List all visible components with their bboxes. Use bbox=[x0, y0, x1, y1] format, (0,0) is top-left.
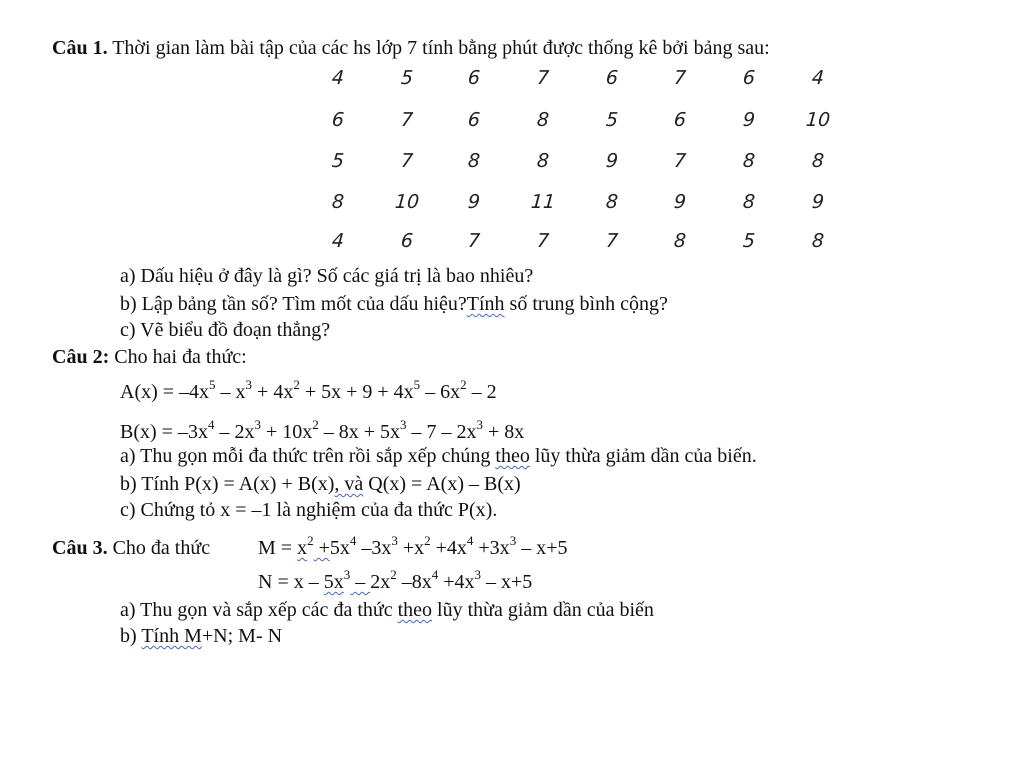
q1-c: c) Vẽ biểu đồ đoạn thẳng? bbox=[120, 319, 331, 341]
table-cell: 8 bbox=[536, 109, 550, 131]
q1-b bbox=[120, 292, 668, 316]
table-cell: 9 bbox=[811, 191, 825, 213]
table-cell: 7 bbox=[400, 150, 414, 172]
table-cell: 6 bbox=[673, 109, 687, 131]
q2-title: Câu 2: bbox=[52, 346, 110, 368]
polynomial-A: $A(x) = -4x^5 - x^3 + 4x^2 + 5x + 9 + 4x^5 - 6x^2 - 2$ bbox=[120, 377, 497, 403]
table-cell: 8 bbox=[536, 150, 550, 172]
table-cell: 7 bbox=[536, 230, 550, 252]
q3-a: a) Thu gọn và sắp xếp các đa thức theo lũy thừa giảm dần của biến bbox=[120, 599, 654, 621]
q3-line bbox=[52, 536, 210, 560]
q2-intro: Cho hai đa thức: bbox=[109, 346, 247, 368]
table-cell: 10 bbox=[805, 109, 831, 131]
q1-b-word: Tính bbox=[466, 293, 505, 315]
table-cell: 9 bbox=[467, 191, 481, 213]
table-cell: 7 bbox=[536, 67, 550, 89]
table-cell: 6 bbox=[331, 109, 345, 131]
table-cell: 6 bbox=[467, 109, 481, 131]
table-cell: 8 bbox=[811, 150, 825, 172]
table-cell: 4 bbox=[811, 67, 825, 89]
q1-intro: Thời gian làm bài tập của các hs lớp 7 tính bằng phút được thống kê bởi bảng sau: bbox=[112, 37, 770, 59]
table-cell: 4 bbox=[331, 230, 345, 252]
table-cell: 8 bbox=[331, 191, 345, 213]
table-cell: 9 bbox=[605, 150, 619, 172]
q3-intro: Cho đa thức bbox=[107, 537, 211, 559]
table-cell: 7 bbox=[673, 150, 687, 172]
table-cell: 11 bbox=[530, 191, 556, 213]
q1-a: a) Dấu hiệu ở đây là gì? Số các giá trị là bao nhiêu? bbox=[120, 265, 534, 287]
polynomial-B: $B(x) = -3x^4 - 2x^3 + 10x^2 - 8x + 5x^3 - 7 - 2x^3 + 8x$ bbox=[120, 417, 525, 443]
table-cell: 7 bbox=[605, 230, 619, 252]
q2-line bbox=[52, 345, 247, 369]
table-cell: 10 bbox=[394, 191, 420, 213]
table-cell: 7 bbox=[673, 67, 687, 89]
table-cell: 9 bbox=[673, 191, 687, 213]
q3-title: Câu 3. bbox=[52, 537, 108, 559]
table-cell: 4 bbox=[331, 67, 345, 89]
table-cell: 6 bbox=[467, 67, 481, 89]
polynomial-N: $N = x - 5x^3 - 2x^2$ $-8x^4 +4x^3 - x+5$ bbox=[258, 567, 533, 593]
table-cell: 9 bbox=[742, 109, 756, 131]
table-cell: 8 bbox=[467, 150, 481, 172]
table-cell: 7 bbox=[400, 109, 414, 131]
table-cell: 8 bbox=[811, 230, 825, 252]
table-cell: 6 bbox=[400, 230, 414, 252]
q1-b-text: b) Lập bảng tần số? Tìm mốt của dấu hiệu? bbox=[120, 293, 467, 315]
table-cell: 6 bbox=[605, 67, 619, 89]
q1-title: Câu 1. bbox=[52, 37, 108, 59]
table-cell: 6 bbox=[742, 67, 756, 89]
q1-b-text2: số trung bình cộng? bbox=[504, 293, 668, 315]
polynomial-M: $M = x^2 +5x^4$ $-3x^3 +x^2 +4x^4 +3x^3 - x+5$ bbox=[258, 533, 568, 559]
table-cell: 8 bbox=[742, 150, 756, 172]
q2-a: a) Thu gọn mỗi đa thức trên rồi sắp xếp chúng theo lũy thừa giảm dần của biến. bbox=[120, 445, 757, 467]
table-cell: 5 bbox=[605, 109, 619, 131]
table-cell: 8 bbox=[673, 230, 687, 252]
table-cell: 5 bbox=[331, 150, 345, 172]
q2-b: b) Tính P(x) = A(x) + B(x), và Q(x) = A(x) – B(x) bbox=[120, 473, 521, 495]
table-cell: 8 bbox=[742, 191, 756, 213]
table-cell: 8 bbox=[605, 191, 619, 213]
q3-b: b) Tính M+N; M- N bbox=[120, 625, 283, 647]
table-cell: 7 bbox=[467, 230, 481, 252]
q1-line bbox=[52, 36, 770, 60]
table-cell: 5 bbox=[742, 230, 756, 252]
q2-c: c) Chứng tỏ x = –1 là nghiệm của đa thức P(x). bbox=[120, 499, 498, 521]
table-cell: 5 bbox=[400, 67, 414, 89]
